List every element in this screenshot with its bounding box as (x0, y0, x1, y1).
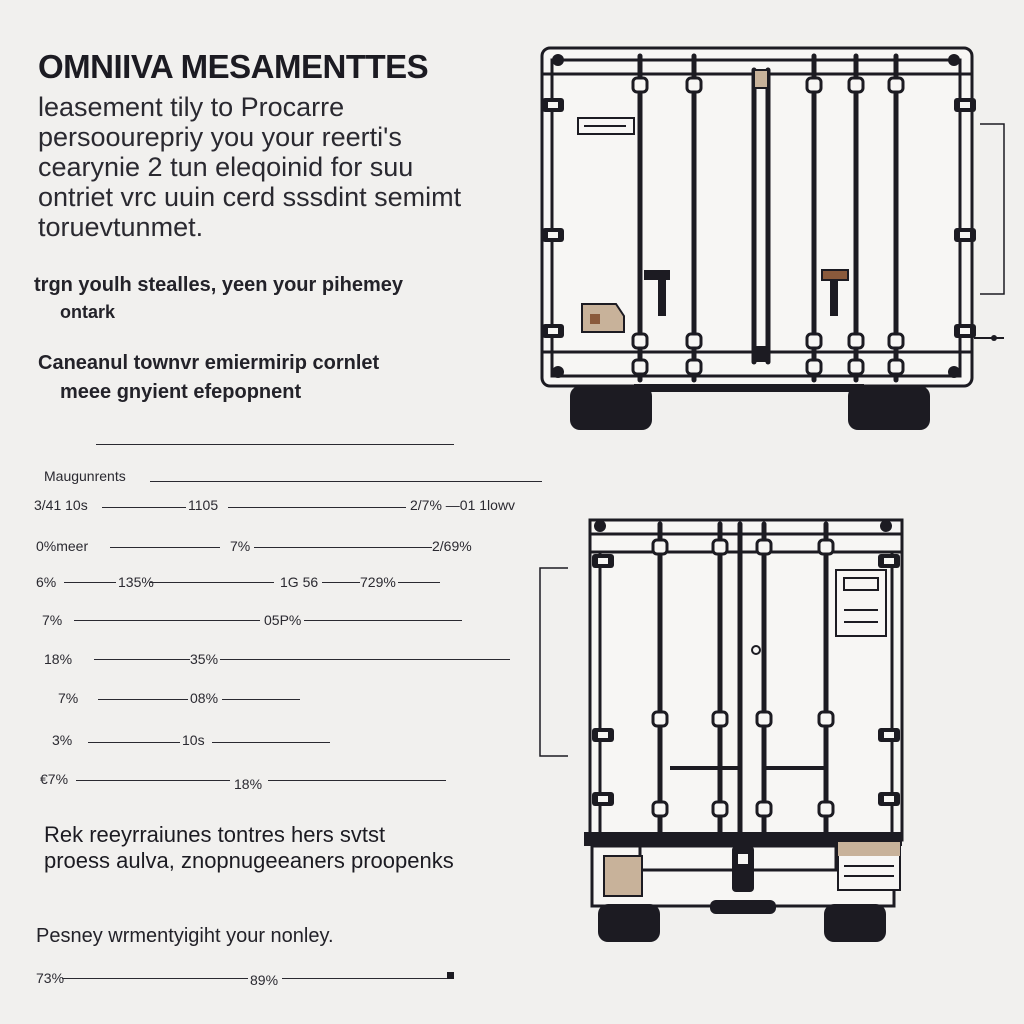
table-cell: 3% (52, 732, 73, 748)
table-cell: €7% (40, 771, 69, 787)
table-cell: 7% (58, 690, 79, 706)
table-cell: 35% (190, 651, 219, 667)
table-cell: 18% (234, 776, 263, 792)
table-cell: 10s (182, 732, 205, 748)
section-3-line-2: proess aulva, znopnugeeaners proopenks (44, 848, 454, 873)
table-rule (268, 780, 446, 781)
table-cell: 7% (230, 538, 251, 554)
table-rule (220, 659, 510, 660)
intro-line: ontriet vrc uuin cerd sssdint semimt (38, 182, 462, 212)
footer-left-value: 73% (36, 970, 65, 986)
table-rule (98, 699, 188, 700)
table-cell: 729% (360, 574, 396, 590)
table-cell: 135% (118, 574, 154, 590)
section-2-line-1: Caneanul townvr emiermirip cornlet (38, 352, 380, 374)
table-cell: 2/7% —01 1lowv (410, 497, 516, 513)
section-2-line-2: meee gnyient efepopnent (60, 381, 302, 403)
intro-line: persoourepriy you your reerti's (38, 122, 402, 152)
footer-mid-value: 89% (250, 972, 279, 988)
table-cell: 18% (44, 651, 73, 667)
table-cell: 0%meer (36, 538, 89, 554)
table-rule (110, 547, 220, 548)
intro-paragraph (38, 92, 461, 242)
table-rule (74, 620, 260, 621)
divider (96, 444, 454, 445)
footer-note: Pesney wrmentyigiht your nonley. (36, 925, 334, 947)
footer-end-mark (447, 972, 454, 979)
table-header: Maugunrents (44, 468, 126, 484)
table-rule (150, 582, 274, 583)
table-rule (212, 742, 330, 743)
section-3-line-1: Rek reeyrraiunes tontres hers svtst (44, 822, 386, 847)
table-rule (102, 507, 186, 508)
cargo-truck-rear-illustration (534, 510, 954, 950)
cargo-container-rear-illustration (534, 40, 1024, 440)
page-title: OMNIIVA MESAMENTTES (38, 48, 429, 85)
section-1-line-1: trgn youlh stealles, yeen your pihemey (34, 274, 404, 296)
table-cell: 3/41 10s (34, 497, 88, 513)
table-cell: 05P% (264, 612, 302, 628)
table-rule (222, 699, 300, 700)
table-rule (76, 780, 230, 781)
table-rule (322, 582, 360, 583)
section-1-line-2: ontark (60, 302, 116, 322)
table-cell: 7% (42, 612, 63, 628)
table-rule (150, 481, 542, 482)
table-cell: 2/69% (432, 538, 472, 554)
intro-line: leasement tily to Procarre (38, 92, 345, 122)
table-cell: 6% (36, 574, 57, 590)
table-cell: 1G 56 (280, 574, 319, 590)
table-rule (88, 742, 180, 743)
footer-rule (62, 978, 248, 979)
footer-rule (282, 978, 450, 979)
table-rule (254, 547, 432, 548)
table-cell: 1105 (188, 497, 219, 513)
intro-line: toruevtunmet. (38, 212, 204, 242)
table-rule (228, 507, 406, 508)
table-rule (64, 582, 116, 583)
table-rule (94, 659, 190, 660)
table-rule (398, 582, 440, 583)
table-cell: 08% (190, 690, 219, 706)
table-rule (304, 620, 462, 621)
intro-line: cearynie 2 tun eleqoinid for suu (38, 152, 414, 182)
